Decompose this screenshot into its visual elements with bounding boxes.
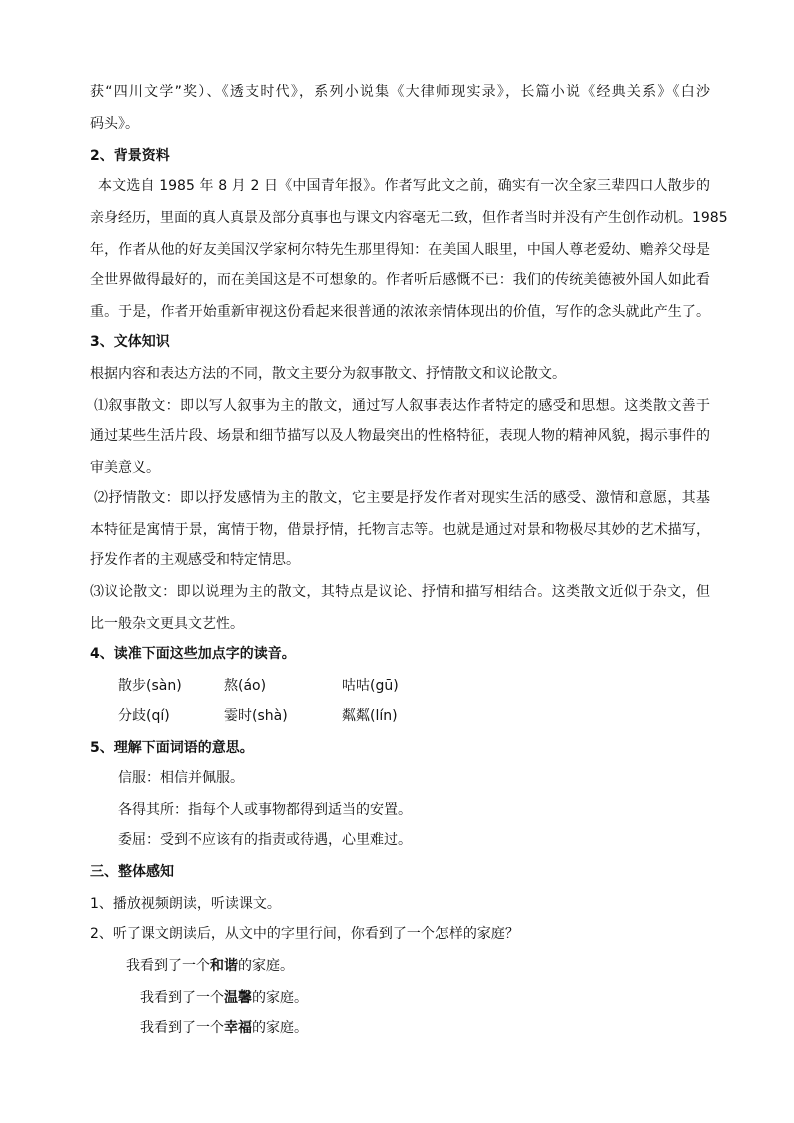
background-line-4: 全世界做得最好的，而在美国这是不可想象的。作者听后感慨不已：我们的传统美德被外国人如此看 (90, 272, 710, 288)
narrative-prose-line-1: ⑴叙事散文：即以写人叙事为主的散文，通过写人叙事表达作者特定的感受和思想。这类散文善于 (94, 398, 710, 414)
section-heading-vocabulary: 5、理解下面词语的意思。 (90, 740, 254, 756)
background-line-3: 年，作者从他的好友美国汉学家柯尔特先生那里得知：在美国人眼里，中国人尊老爱幼、赡养父母是 (90, 242, 710, 258)
answer-line: 我看到了一个温馨的家庭。 (140, 990, 308, 1006)
section-heading-pronunciation: 4、读准下面这些加点字的读音。 (90, 646, 296, 662)
section-heading-overall-perception: 三、整体感知 (90, 864, 174, 880)
vocabulary-definition: 各得其所：指每个人或事物都得到适当的安置。 (118, 802, 412, 818)
task-line-2: 2、听了课文朗读后，从文中的字里行间，你看到了一个怎样的家庭？ (90, 926, 519, 942)
intro-line-1: 获“四川文学”奖）、《透支时代》，系列小说集《大律师现实录》，长篇小说《经典关系》《白沙 (90, 84, 710, 100)
genre-intro: 根据内容和表达方法的不同，散文主要分为叙事散文、抒情散文和议论散文。 (90, 366, 566, 382)
background-line-2: 亲身经历，里面的真人真景及部分真事也与课文内容毫无二致，但作者当时并没有产生创作动机。1985 (90, 210, 728, 226)
lyric-prose-line-3: 抒发作者的主观感受和特定情思。 (90, 552, 300, 568)
argumentative-prose-line-2: 比一般杂文更具文艺性。 (90, 616, 244, 632)
vocabulary-definition: 委屈：受到不应该有的指责或待遇，心里难过。 (118, 832, 412, 848)
lyric-prose-line-1: ⑵抒情散文：即以抒发感情为主的散文，它主要是抒发作者对现实生活的感受、激情和意愿，其基 (94, 490, 710, 506)
answer-keyword: 和谐 (210, 958, 238, 974)
answer-keyword: 温馨 (224, 990, 252, 1006)
section-heading-genre: 3、文体知识 (90, 334, 170, 350)
background-line-1: 本文选自 1985 年 8 月 2 日《中国青年报》。作者写此文之前，确实有一次全家三辈四口人散步的 (98, 178, 710, 194)
narrative-prose-line-2: 通过某些生活片段、场景和细节描写以及人物最突出的性格特征，表现人物的精神风貌，揭示事件的 (90, 428, 710, 444)
pinyin-item: 咕咕(gū) (342, 678, 399, 694)
answer-line: 我看到了一个和谐的家庭。 (126, 958, 294, 974)
answer-line: 我看到了一个幸福的家庭。 (140, 1020, 308, 1036)
narrative-prose-line-3: 审美意义。 (90, 460, 160, 476)
section-heading-background: 2、背景资料 (90, 148, 170, 164)
answer-keyword: 幸福 (224, 1020, 252, 1036)
vocabulary-definition: 信服：相信并佩服。 (118, 770, 244, 786)
lyric-prose-line-2: 本特征是寓情于景，寓情于物，借景抒情，托物言志等。也就是通过对景和物极尽其妙的艺术描写， (90, 522, 710, 538)
pinyin-item: 熬(áo) (224, 678, 267, 694)
pinyin-item: 分歧(qí) (118, 708, 170, 724)
task-line-1: 1、播放视频朗读，听读课文。 (90, 896, 281, 912)
pinyin-item: 粼粼(lín) (342, 708, 398, 724)
intro-line-2: 码头》。 (90, 116, 139, 132)
pinyin-item: 霎时(shà) (224, 708, 288, 724)
background-line-5: 重。于是，作者开始重新审视这份看起来很普通的浓浓亲情体现出的价值，写作的念头就此产生了。 (90, 304, 710, 320)
argumentative-prose-line-1: ⑶议论散文：即以说理为主的散文，其特点是议论、抒情和描写相结合。这类散文近似于杂文，但 (90, 584, 710, 600)
pinyin-item: 散步(sàn) (118, 678, 182, 694)
